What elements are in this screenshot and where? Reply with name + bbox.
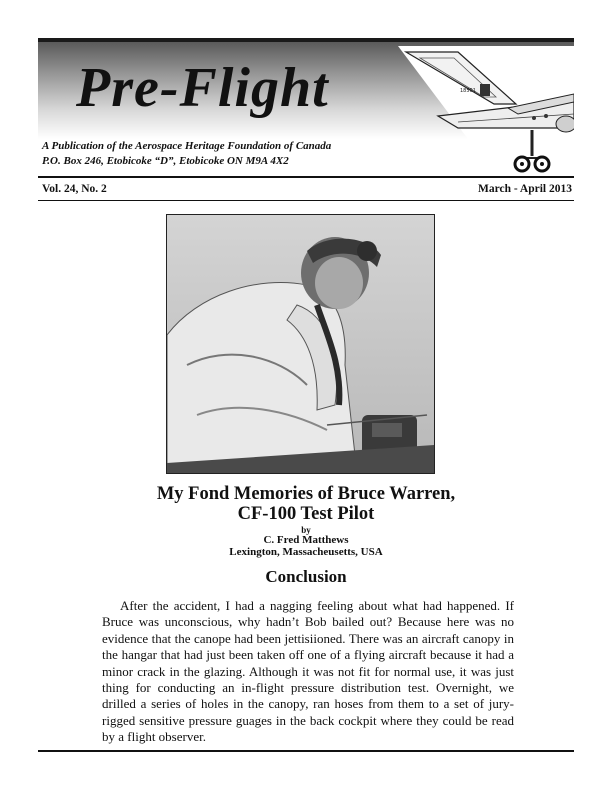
masthead-title: Pre-Flight — [76, 57, 329, 119]
volume-number: Vol. 24, No. 2 — [42, 183, 107, 195]
byline-location: Lexington, Massacheusetts, USA — [229, 546, 383, 558]
masthead-rule — [38, 176, 574, 178]
byline-author: C. Fred Matthews — [263, 534, 349, 546]
svg-text:18501: 18501 — [460, 88, 476, 94]
footer-rule — [38, 750, 574, 752]
publication-line: A Publication of the Aerospace Heritage Foundation of Canada — [42, 140, 332, 152]
issue-row — [42, 183, 572, 199]
section-heading: Conclusion — [265, 567, 347, 586]
masthead-banner — [38, 38, 574, 139]
article-title-line2: CF-100 Test Pilot — [237, 504, 375, 524]
pilot-photo-illustration — [167, 215, 434, 473]
byline-by: by — [301, 525, 311, 535]
issue-rule — [38, 200, 574, 201]
pilot-photo — [166, 214, 435, 474]
jet-aircraft-icon — [398, 42, 574, 139]
landing-gear-icon — [510, 130, 555, 175]
issue-date: March - April 2013 — [477, 183, 572, 195]
article-title-line1: My Fond Memories of Bruce Warren, — [156, 484, 456, 504]
address-line: P.O. Box 246, Etobicoke “D”, Etobicoke ON M9A 4X2 — [42, 155, 289, 167]
article-body: After the accident, I had a nagging feeling about what had happened. If Bruce was unconscious, why hadn’t Bob bailed out? Because here was no evidence that the canope had been jettisiioned. There was an aircraft canopy in the hangar that had just been taken off one of a flying aircraft because it had a minor crack in the glazing. Although it was not fit for normal use, it was just thing for conducting an in-flight pressure distribution test. Overnight, we drilled a series of holes in the canopy, ran hoses from them to a set of jury-rigged sensitive pressure guages in the back cockpit where they could be read by a flight observer. — [102, 598, 514, 745]
